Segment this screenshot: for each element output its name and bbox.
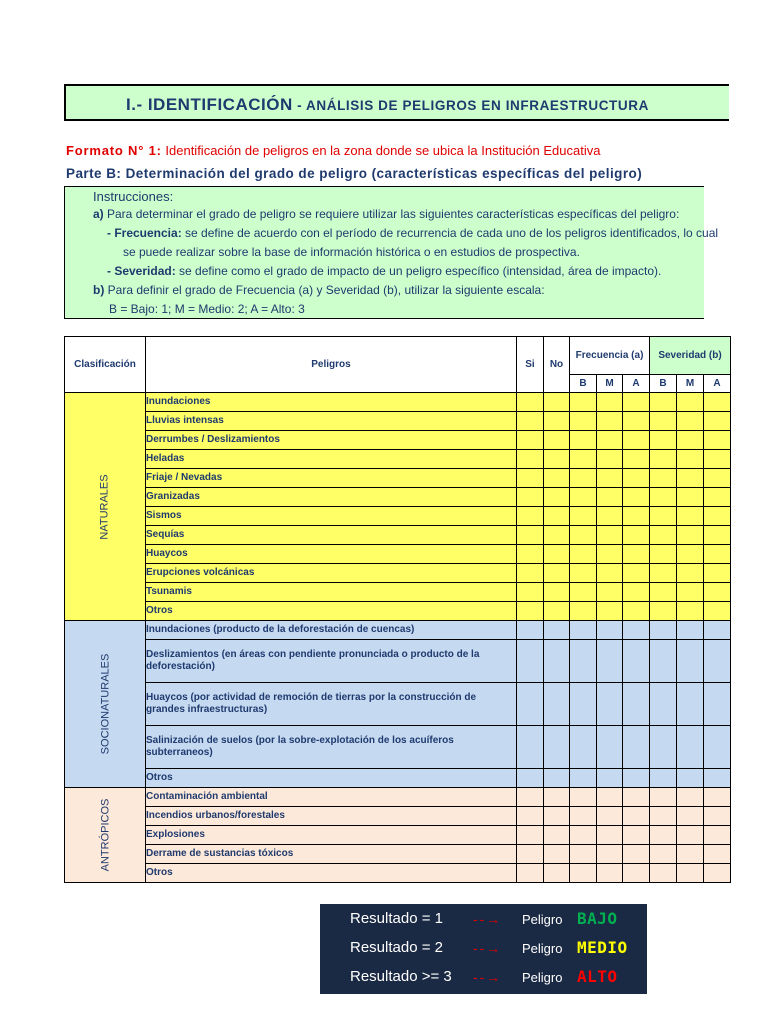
table-row: [65, 507, 731, 526]
formato-text: Identificación de peligros en la zona donde se ubica la Institución Educativa: [161, 143, 601, 158]
severidad-m-cell[interactable]: [677, 807, 704, 826]
instructions-heading: Instrucciones:: [93, 189, 174, 204]
frecuencia-m-cell[interactable]: [597, 431, 623, 450]
no-cell[interactable]: [544, 393, 570, 412]
group-antrópicos-cell: [65, 788, 146, 883]
table-row: [65, 469, 731, 488]
severidad-b-cell[interactable]: [650, 507, 677, 526]
result-row: [320, 935, 647, 963]
hazard-name: Salinización de suelos (por la sobre-explotación de los acuíferos subterraneos): [146, 726, 517, 769]
frecuencia-a-cell[interactable]: [623, 602, 650, 621]
no-cell[interactable]: [544, 864, 570, 883]
severidad-b-cell[interactable]: [650, 826, 677, 845]
severidad-b-cell[interactable]: [650, 602, 677, 621]
severidad-a-cell[interactable]: [704, 788, 731, 807]
instruction-frecuencia: - Frecuencia: se define de acuerdo con el período de recurrencia de cada uno de los peligros identificados, lo cual: [107, 226, 719, 240]
severidad-b-cell[interactable]: [650, 769, 677, 788]
severidad-b-cell[interactable]: [650, 469, 677, 488]
frecuencia-a-cell[interactable]: [623, 726, 650, 769]
severidad-m-cell[interactable]: [677, 788, 704, 807]
frecuencia-b-cell[interactable]: [570, 726, 597, 769]
severidad-a-cell[interactable]: [704, 621, 731, 640]
dashed-arrow-icon: - - →: [473, 969, 500, 985]
frecuencia-m-cell[interactable]: [597, 769, 623, 788]
frecuencia-m-cell[interactable]: [597, 807, 623, 826]
frecuencia-b-cell[interactable]: [570, 412, 597, 431]
title-prefix: I.- IDENTIFICACIÓN: [126, 95, 293, 114]
instruction-b: b) Para definir el grado de Frecuencia (a) y Severidad (b), utilizar la siguiente escala:: [93, 283, 545, 297]
frecuencia-a-cell[interactable]: [623, 526, 650, 545]
si-cell[interactable]: [517, 788, 544, 807]
si-cell[interactable]: [517, 602, 544, 621]
severidad-a-cell[interactable]: [704, 431, 731, 450]
frecuencia-m-cell[interactable]: [597, 640, 623, 683]
frecuencia-b-cell[interactable]: [570, 769, 597, 788]
severidad-b-cell[interactable]: [650, 412, 677, 431]
si-cell[interactable]: [517, 807, 544, 826]
hazard-name: Inundaciones: [146, 393, 517, 412]
severidad-m-cell[interactable]: [677, 583, 704, 602]
frecuencia-b-cell[interactable]: [570, 788, 597, 807]
no-cell[interactable]: [544, 507, 570, 526]
no-cell[interactable]: [544, 769, 570, 788]
frecuencia-b-cell[interactable]: [570, 450, 597, 469]
group-label: SOCIONATURALES: [99, 653, 111, 755]
subheader-severidad-a: A: [704, 375, 731, 393]
frecuencia-a-cell[interactable]: [623, 412, 650, 431]
hazard-name: Incendios urbanos/forestales: [146, 807, 517, 826]
frecuencia-m-cell[interactable]: [597, 845, 623, 864]
severidad-m-cell[interactable]: [677, 726, 704, 769]
severidad-a-cell[interactable]: [704, 450, 731, 469]
hazard-name: Sismos: [146, 507, 517, 526]
frecuencia-b-cell[interactable]: [570, 826, 597, 845]
si-cell[interactable]: [517, 564, 544, 583]
no-cell[interactable]: [544, 640, 570, 683]
severidad-b-cell[interactable]: [650, 450, 677, 469]
no-cell[interactable]: [544, 621, 570, 640]
hazard-name: Inundaciones (producto de la deforestación de cuencas): [146, 621, 517, 640]
frecuencia-b-cell[interactable]: [570, 845, 597, 864]
subheader-severidad-b: B: [650, 375, 677, 393]
table-row: [65, 583, 731, 602]
si-cell[interactable]: [517, 864, 544, 883]
si-cell[interactable]: [517, 526, 544, 545]
frecuencia-a-cell[interactable]: [623, 507, 650, 526]
frecuencia-b-cell[interactable]: [570, 621, 597, 640]
severidad-b-cell[interactable]: [650, 621, 677, 640]
no-cell[interactable]: [544, 826, 570, 845]
table-row: [65, 726, 731, 769]
no-cell[interactable]: [544, 431, 570, 450]
table-row: [65, 640, 731, 683]
table-row: [65, 826, 731, 845]
table-row: [65, 545, 731, 564]
severidad-a-cell[interactable]: [704, 412, 731, 431]
subheader-frecuencia-m: M: [597, 375, 623, 393]
frecuencia-m-cell[interactable]: [597, 526, 623, 545]
col-frecuencia: Frecuencia (a): [570, 337, 650, 375]
severidad-b-cell[interactable]: [650, 545, 677, 564]
si-cell[interactable]: [517, 412, 544, 431]
severidad-b-cell[interactable]: [650, 845, 677, 864]
hazard-name: Otros: [146, 769, 517, 788]
severidad-m-cell[interactable]: [677, 769, 704, 788]
frecuencia-m-cell[interactable]: [597, 864, 623, 883]
subheader-frecuencia-a: A: [623, 375, 650, 393]
table-row: [65, 807, 731, 826]
frecuencia-a-cell[interactable]: [623, 564, 650, 583]
severidad-a-cell[interactable]: [704, 683, 731, 726]
col-clasificacion: Clasificación: [65, 337, 146, 393]
col-no: No: [544, 337, 570, 393]
no-cell[interactable]: [544, 845, 570, 864]
hazard-name: Erupciones volcánicas: [146, 564, 517, 583]
si-cell[interactable]: [517, 545, 544, 564]
severidad-b-cell[interactable]: [650, 864, 677, 883]
severidad-a-cell[interactable]: [704, 826, 731, 845]
frecuencia-a-cell[interactable]: [623, 769, 650, 788]
frecuencia-b-cell[interactable]: [570, 431, 597, 450]
subheader-frecuencia-b: B: [570, 375, 597, 393]
si-cell[interactable]: [517, 769, 544, 788]
table-row: [65, 769, 731, 788]
instruction-scale: B = Bajo: 1; M = Medio: 2; A = Alto: 3: [109, 302, 305, 316]
result-peligro: Peligro: [522, 912, 563, 927]
frecuencia-m-cell[interactable]: [597, 602, 623, 621]
frecuencia-b-cell[interactable]: [570, 507, 597, 526]
severidad-m-cell[interactable]: [677, 683, 704, 726]
si-cell[interactable]: [517, 488, 544, 507]
dashed-arrow-icon: - - →: [473, 911, 500, 927]
severidad-m-cell[interactable]: [677, 507, 704, 526]
si-cell[interactable]: [517, 469, 544, 488]
result-label: Resultado >= 3: [350, 968, 452, 985]
frecuencia-m-cell[interactable]: [597, 393, 623, 412]
hazard-name: Sequías: [146, 526, 517, 545]
si-cell[interactable]: [517, 507, 544, 526]
frecuencia-a-cell[interactable]: [623, 583, 650, 602]
result-label: Resultado = 1: [350, 910, 443, 927]
severidad-b-cell[interactable]: [650, 488, 677, 507]
hazard-name: Contaminación ambiental: [146, 788, 517, 807]
severidad-a-cell[interactable]: [704, 393, 731, 412]
no-cell[interactable]: [544, 683, 570, 726]
si-cell[interactable]: [517, 726, 544, 769]
no-cell[interactable]: [544, 788, 570, 807]
hazard-name: Heladas: [146, 450, 517, 469]
result-level: BAJO: [577, 909, 618, 928]
frecuencia-m-cell[interactable]: [597, 826, 623, 845]
no-cell[interactable]: [544, 726, 570, 769]
result-row: [320, 964, 647, 992]
severidad-m-cell[interactable]: [677, 640, 704, 683]
severidad-b-cell[interactable]: [650, 431, 677, 450]
severidad-m-cell[interactable]: [677, 545, 704, 564]
severidad-b-cell[interactable]: [650, 583, 677, 602]
subheader-severidad-m: M: [677, 375, 704, 393]
frecuencia-m-cell[interactable]: [597, 683, 623, 726]
no-cell[interactable]: [544, 545, 570, 564]
formato-label: Formato N° 1:: [66, 143, 162, 158]
header-row: [65, 337, 731, 375]
severidad-m-cell[interactable]: [677, 469, 704, 488]
no-cell[interactable]: [544, 583, 570, 602]
frecuencia-b-cell[interactable]: [570, 526, 597, 545]
formato-line: [66, 143, 600, 158]
frecuencia-m-cell[interactable]: [597, 450, 623, 469]
frecuencia-a-cell[interactable]: [623, 788, 650, 807]
frecuencia-a-cell[interactable]: [623, 431, 650, 450]
page-title: [126, 95, 649, 115]
severidad-m-cell[interactable]: [677, 621, 704, 640]
hazard-name: Granizadas: [146, 488, 517, 507]
no-cell[interactable]: [544, 450, 570, 469]
severidad-a-cell[interactable]: [704, 488, 731, 507]
severidad-m-cell[interactable]: [677, 412, 704, 431]
severidad-b-cell[interactable]: [650, 526, 677, 545]
si-cell[interactable]: [517, 450, 544, 469]
severidad-m-cell[interactable]: [677, 450, 704, 469]
table-row: [65, 564, 731, 583]
parte-b-text: Determinación del grado de peligro (características específicas del peligro): [121, 166, 643, 181]
severidad-m-cell[interactable]: [677, 602, 704, 621]
frecuencia-b-cell[interactable]: [570, 864, 597, 883]
group-socionaturales-cell: [65, 621, 146, 788]
no-cell[interactable]: [544, 564, 570, 583]
col-peligros: Peligros: [146, 337, 517, 393]
result-level: MEDIO: [577, 938, 628, 957]
hazard-name: Friaje / Nevadas: [146, 469, 517, 488]
severidad-m-cell[interactable]: [677, 845, 704, 864]
group-naturales-cell: [65, 393, 146, 621]
hazard-name: Huaycos (por actividad de remoción de tierras por la construcción de grandes infraestructuras): [146, 683, 517, 726]
hazard-name: Derrumbes / Deslizamientos: [146, 431, 517, 450]
instruction-a: a) Para determinar el grado de peligro se requiere utilizar las siguientes características específicas del peligro:: [93, 207, 680, 221]
frecuencia-a-cell[interactable]: [623, 621, 650, 640]
instruction-severidad: - Severidad: se define como el grado de impacto de un peligro específico (intensidad, área de impacto).: [107, 264, 662, 278]
frecuencia-a-cell[interactable]: [623, 826, 650, 845]
title-rest: - ANÁLISIS DE PELIGROS EN INFRAESTRUCTURA: [292, 98, 649, 113]
severidad-a-cell[interactable]: [704, 507, 731, 526]
result-peligro: Peligro: [522, 941, 563, 956]
severidad-a-cell[interactable]: [704, 545, 731, 564]
si-cell[interactable]: [517, 583, 544, 602]
result-row: [320, 906, 647, 934]
no-cell[interactable]: [544, 469, 570, 488]
hazard-name: Deslizamientos (en áreas con pendiente pronunciada o producto de la deforestación): [146, 640, 517, 683]
severidad-m-cell[interactable]: [677, 526, 704, 545]
result-label: Resultado = 2: [350, 939, 443, 956]
table-row: [65, 602, 731, 621]
group-label: ANTRÓPICOS: [98, 798, 111, 872]
frecuencia-m-cell[interactable]: [597, 564, 623, 583]
severidad-b-cell[interactable]: [650, 640, 677, 683]
result-level: ALTO: [577, 967, 618, 986]
hazard-name: Otros: [146, 602, 517, 621]
frecuencia-m-cell[interactable]: [597, 412, 623, 431]
hazard-name: Lluvias intensas: [146, 412, 517, 431]
frecuencia-a-cell[interactable]: [623, 469, 650, 488]
title-bar: [64, 84, 729, 121]
hazard-name: Tsunamis: [146, 583, 517, 602]
table-row: [65, 864, 731, 883]
severidad-a-cell[interactable]: [704, 526, 731, 545]
parte-b-line: [66, 166, 702, 181]
severidad-m-cell[interactable]: [677, 564, 704, 583]
frecuencia-a-cell[interactable]: [623, 683, 650, 726]
table-row: [65, 412, 731, 431]
severidad-m-cell[interactable]: [677, 864, 704, 883]
severidad-a-cell[interactable]: [704, 726, 731, 769]
table-row: [65, 845, 731, 864]
frecuencia-b-cell[interactable]: [570, 469, 597, 488]
hazard-name: Derrame de sustancias tóxicos: [146, 845, 517, 864]
frecuencia-b-cell[interactable]: [570, 545, 597, 564]
table-row: [65, 393, 731, 412]
frecuencia-b-cell[interactable]: [570, 807, 597, 826]
frecuencia-b-cell[interactable]: [570, 564, 597, 583]
frecuencia-a-cell[interactable]: [623, 640, 650, 683]
frecuencia-a-cell[interactable]: [623, 845, 650, 864]
si-cell[interactable]: [517, 393, 544, 412]
severidad-b-cell[interactable]: [650, 788, 677, 807]
instructions-box: [64, 186, 719, 319]
frecuencia-m-cell[interactable]: [597, 621, 623, 640]
table-row: [65, 450, 731, 469]
severidad-a-cell[interactable]: [704, 602, 731, 621]
si-cell[interactable]: [517, 640, 544, 683]
severidad-m-cell[interactable]: [677, 488, 704, 507]
table-row: [65, 526, 731, 545]
group-label: NATURALES: [98, 473, 111, 540]
severidad-a-cell[interactable]: [704, 640, 731, 683]
frecuencia-m-cell[interactable]: [597, 469, 623, 488]
parte-b-label: Parte B:: [66, 166, 122, 181]
dashed-arrow-icon: - - →: [473, 940, 500, 956]
no-cell[interactable]: [544, 488, 570, 507]
no-cell[interactable]: [544, 602, 570, 621]
hazard-table: [64, 336, 731, 883]
table-row: [65, 683, 731, 726]
severidad-a-cell[interactable]: [704, 864, 731, 883]
frecuencia-m-cell[interactable]: [597, 788, 623, 807]
frecuencia-a-cell[interactable]: [623, 807, 650, 826]
severidad-a-cell[interactable]: [704, 845, 731, 864]
frecuencia-a-cell[interactable]: [623, 488, 650, 507]
frecuencia-m-cell[interactable]: [597, 583, 623, 602]
frecuencia-b-cell[interactable]: [570, 393, 597, 412]
results-legend: [320, 904, 647, 994]
result-peligro: Peligro: [522, 970, 563, 985]
frecuencia-m-cell[interactable]: [597, 726, 623, 769]
severidad-b-cell[interactable]: [650, 564, 677, 583]
si-cell[interactable]: [517, 621, 544, 640]
hazard-name: Huaycos: [146, 545, 517, 564]
table-row: [65, 431, 731, 450]
severidad-a-cell[interactable]: [704, 769, 731, 788]
hazard-name: Explosiones: [146, 826, 517, 845]
no-cell[interactable]: [544, 807, 570, 826]
frecuencia-a-cell[interactable]: [623, 545, 650, 564]
frecuencia-m-cell[interactable]: [597, 488, 623, 507]
si-cell[interactable]: [517, 845, 544, 864]
frecuencia-m-cell[interactable]: [597, 545, 623, 564]
frecuencia-b-cell[interactable]: [570, 683, 597, 726]
frecuencia-b-cell[interactable]: [570, 640, 597, 683]
frecuencia-a-cell[interactable]: [623, 864, 650, 883]
frecuencia-b-cell[interactable]: [570, 488, 597, 507]
si-cell[interactable]: [517, 683, 544, 726]
frecuencia-a-cell[interactable]: [623, 450, 650, 469]
severidad-b-cell[interactable]: [650, 807, 677, 826]
si-cell[interactable]: [517, 826, 544, 845]
severidad-m-cell[interactable]: [677, 826, 704, 845]
col-si: Si: [517, 337, 544, 393]
severidad-b-cell[interactable]: [650, 393, 677, 412]
table-row: [65, 488, 731, 507]
frecuencia-m-cell[interactable]: [597, 507, 623, 526]
frecuencia-b-cell[interactable]: [570, 583, 597, 602]
hazard-name: Otros: [146, 864, 517, 883]
col-severidad: Severidad (b): [650, 337, 731, 375]
severidad-m-cell[interactable]: [677, 431, 704, 450]
hazard-table-wrapper: [64, 336, 722, 887]
severidad-b-cell[interactable]: [650, 683, 677, 726]
severidad-a-cell[interactable]: [704, 469, 731, 488]
severidad-b-cell[interactable]: [650, 726, 677, 769]
frecuencia-a-cell[interactable]: [623, 393, 650, 412]
table-row: [65, 788, 731, 807]
si-cell[interactable]: [517, 431, 544, 450]
table-row: [65, 621, 731, 640]
severidad-m-cell[interactable]: [677, 393, 704, 412]
frecuencia-b-cell[interactable]: [570, 602, 597, 621]
no-cell[interactable]: [544, 412, 570, 431]
severidad-a-cell[interactable]: [704, 807, 731, 826]
severidad-a-cell[interactable]: [704, 564, 731, 583]
instruction-frecuencia-cont: se puede realizar sobre la base de información histórica o en estudios de prospectiva.: [123, 245, 580, 259]
no-cell[interactable]: [544, 526, 570, 545]
severidad-a-cell[interactable]: [704, 583, 731, 602]
